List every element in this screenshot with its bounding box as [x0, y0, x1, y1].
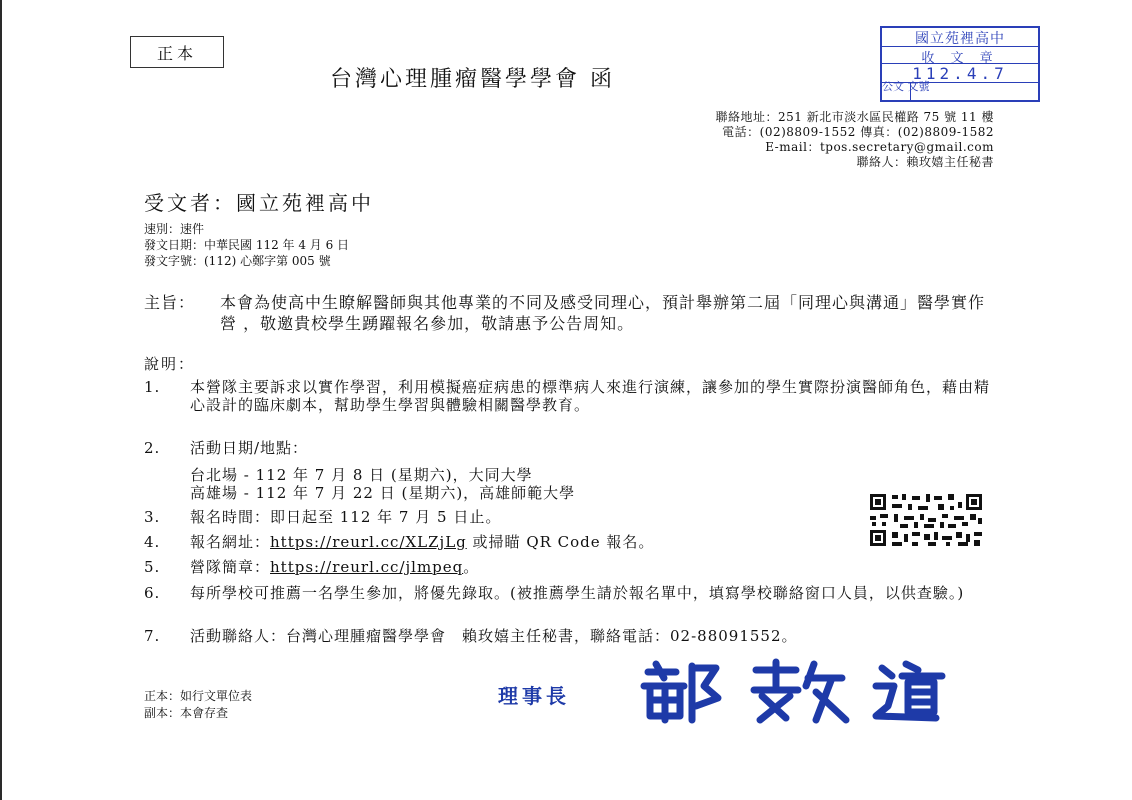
item-suffix: 或掃瞄 QR Code 報名。	[466, 533, 655, 551]
contact-address: 聯絡地址：251 新北市淡水區民權路 75 號 11 樓	[715, 110, 994, 124]
stamp-doc-cell: 公文 文號	[882, 83, 911, 100]
item-number: 2.	[144, 439, 161, 457]
contact-person: 聯絡人：賴玫嬉主任秘書	[856, 155, 994, 169]
footer-original: 正本：如行文單位表	[144, 689, 253, 703]
item-text: 活動日期/地點：	[190, 439, 309, 457]
document-meta	[144, 221, 349, 269]
contact-email: E-mail：tpos.secretary@gmail.com	[765, 140, 994, 154]
registration-link[interactable]: https://reurl.cc/XLZjLg	[270, 533, 467, 551]
stamp-date: 112.4.7	[882, 64, 1038, 83]
item-suffix: 。	[463, 558, 480, 576]
venue-taipei: 台北場 - 112 年 7 月 8 日 (星期六)，大同大學	[190, 466, 533, 484]
qr-code-icon[interactable]	[868, 492, 984, 548]
item-number: 4.	[144, 533, 161, 551]
contact-block	[715, 110, 994, 170]
meta-number: 發文字號：(112) 心鄭字第 005 號	[144, 254, 331, 268]
item-number: 7.	[144, 627, 161, 645]
footer-copy: 副本：本會存查	[144, 706, 229, 720]
item-text: 報名時間：即日起至 112 年 7 月 5 日止。	[190, 508, 502, 526]
receipt-stamp	[880, 26, 1040, 102]
item-number: 1.	[144, 378, 161, 396]
item-number: 6.	[144, 584, 161, 602]
meta-speed: 速別：速件	[144, 222, 205, 236]
stamp-org: 國立苑裡高中	[882, 28, 1038, 47]
stamp-label: 收 文 章	[882, 47, 1038, 64]
item-text-with-link	[190, 558, 1000, 576]
subject-label: 主旨：	[144, 293, 196, 312]
document-title: 台灣心理腫瘤醫學學會 函	[330, 67, 615, 92]
subject-text: 本會為使高中生瞭解醫師與其他專業的不同及感受同理心，預計舉辦第二屆「同理心與溝通」醫學實作營 ，敬邀貴校學生踴躍報名參加，敬請惠予公告周知。	[220, 293, 986, 333]
contact-phone: 電話：(02)8809-1552 傳真：(02)8809-1582	[722, 125, 994, 139]
item-text: 活動聯絡人：台灣心理腫瘤醫學學會 賴玫嬉主任秘書，聯絡電話：02-88091552。	[190, 627, 798, 645]
item-prefix: 報名網址：	[190, 533, 271, 551]
brochure-link[interactable]: https://reurl.cc/jlmpeq	[270, 558, 464, 576]
item-number: 5.	[144, 558, 161, 576]
meta-date: 發文日期：中華民國 112 年 4 月 6 日	[144, 238, 350, 252]
copy-type-box: 正本	[130, 36, 224, 68]
signature-seal	[636, 656, 986, 726]
scan-edge-line	[0, 0, 2, 800]
item-prefix: 營隊簡章：	[190, 558, 271, 576]
footer-distribution	[144, 688, 252, 722]
item-text: 每所學校可推薦一名學生參加，將優先錄取。(被推薦學生請於報名單中，填寫學校聯絡窗口人員，以供查驗。)	[190, 584, 965, 602]
explanation-label: 說明：	[144, 355, 196, 373]
chair-title: 理事長	[498, 684, 570, 708]
recipient-line: 受文者：國立苑裡高中	[144, 191, 374, 215]
venue-kaohsiung: 高雄場 - 112 年 7 月 22 日 (星期六)，高雄師範大學	[190, 484, 576, 502]
item-number: 3.	[144, 508, 161, 526]
item-text: 本營隊主要訴求以實作學習，利用模擬癌症病患的標準病人來進行演練，讓參加的學生實際扮演醫師角色，藉由精心設計的臨床劇本，幫助學生學習與體驗相關醫學教育。	[190, 378, 991, 414]
